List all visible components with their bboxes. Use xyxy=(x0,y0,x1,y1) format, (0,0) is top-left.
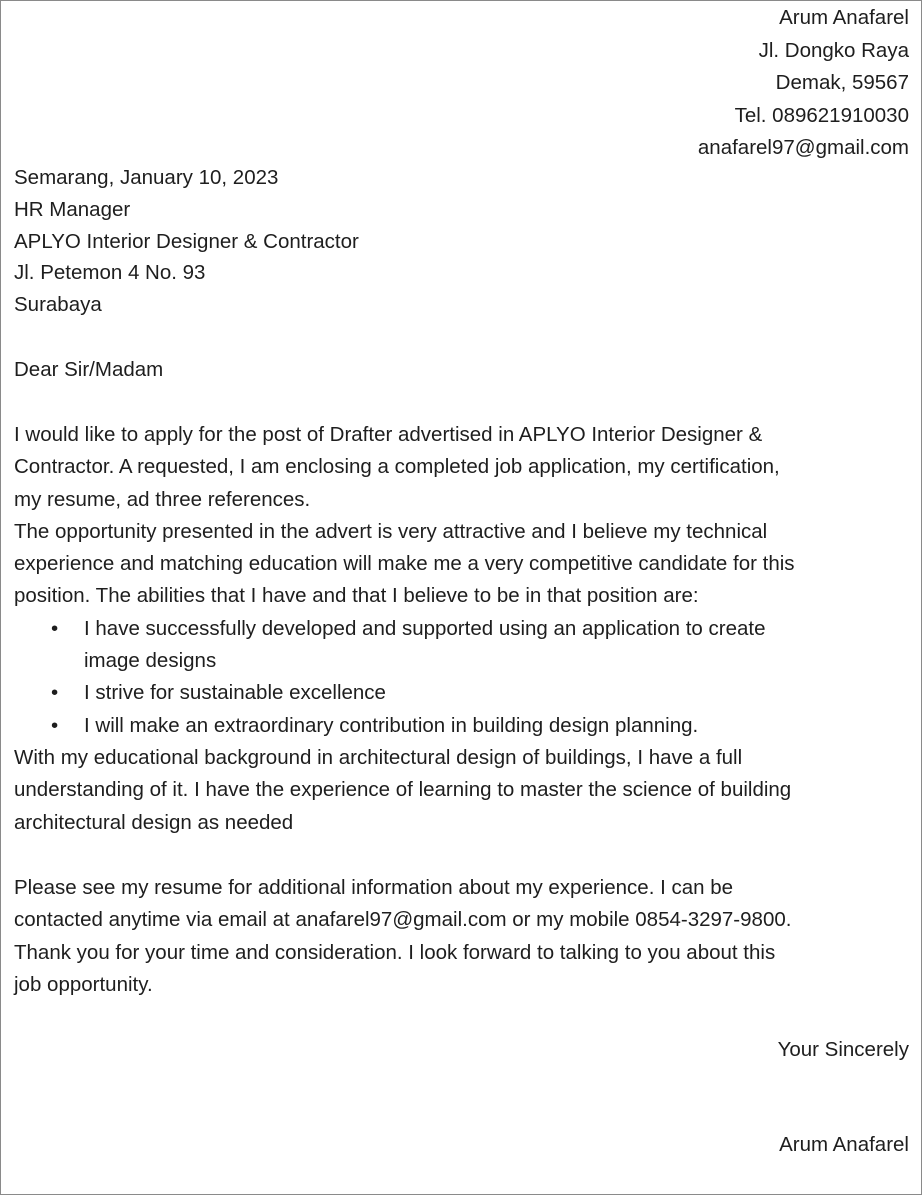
sender-phone: Tel. 089621910030 xyxy=(734,103,909,127)
text-line: my resume, ad three references. xyxy=(14,487,311,511)
sender-name: Arum Anafarel xyxy=(779,6,909,29)
closing: Your Sincerely xyxy=(777,1038,909,1061)
salutation: Dear Sir/Madam xyxy=(14,358,164,381)
text-line: position. The abilities that I have and that I believe to be in that position are: xyxy=(14,584,699,608)
recipient-city: Surabaya xyxy=(14,293,102,317)
text-line: Contractor. A requested, I am enclosing a completed job application, my certification, xyxy=(14,455,780,479)
text-line: I have successfully developed and supported using an application to create xyxy=(84,616,766,640)
text-line: Please see my resume for additional information about my experience. I can be xyxy=(14,876,734,899)
text-line: I will make an extraordinary contribution in building design planning. xyxy=(84,713,699,737)
abilities-list xyxy=(14,613,914,742)
text-line: image designs xyxy=(84,649,217,673)
sender-city: Demak, 59567 xyxy=(775,71,909,94)
sender-address-block xyxy=(698,2,909,165)
text-line: architectural design as needed xyxy=(14,810,294,834)
text-line: The opportunity presented in the advert is very attractive and I believe my technical xyxy=(14,519,768,543)
text-line: job opportunity. xyxy=(14,972,153,996)
sender-street: Jl. Dongko Raya xyxy=(758,38,909,62)
list-item xyxy=(14,613,914,678)
letter-body xyxy=(14,419,914,839)
signature-name: Arum Anafarel xyxy=(779,1133,909,1156)
text-line: contacted anytime via email at anafarel97@gmail.com or my mobile 0854-3297-9800. xyxy=(14,908,792,932)
bullet-icon: • xyxy=(51,681,59,705)
paragraph-opportunity xyxy=(14,516,914,613)
text-line: With my educational background in architectural design of buildings, I have a full xyxy=(14,745,743,769)
text-line: understanding of it. I have the experience of learning to master the science of building xyxy=(14,778,792,802)
paragraph-background xyxy=(14,742,914,839)
recipient-address-block xyxy=(14,162,359,321)
text-line: I strive for sustainable excellence xyxy=(84,681,386,705)
recipient-company: APLYO Interior Designer & Contractor xyxy=(14,229,359,253)
date-line: Semarang, January 10, 2023 xyxy=(14,166,279,189)
paragraph-contact xyxy=(14,872,914,1001)
list-item xyxy=(14,710,914,742)
text-line: experience and matching education will make me a very competitive candidate for this xyxy=(14,552,795,576)
paragraph-application xyxy=(14,419,914,516)
text-line: I would like to apply for the post of Drafter advertised in APLYO Interior Designer & xyxy=(14,423,763,446)
bullet-icon: • xyxy=(51,616,59,640)
list-item xyxy=(14,677,914,709)
sender-email: anafarel97@gmail.com xyxy=(697,136,909,159)
text-line: Thank you for your time and consideration. I look forward to talking to you about this xyxy=(14,940,776,964)
recipient-title: HR Manager xyxy=(14,197,131,221)
bullet-icon: • xyxy=(51,713,59,737)
recipient-street: Jl. Petemon 4 No. 93 xyxy=(14,261,206,285)
